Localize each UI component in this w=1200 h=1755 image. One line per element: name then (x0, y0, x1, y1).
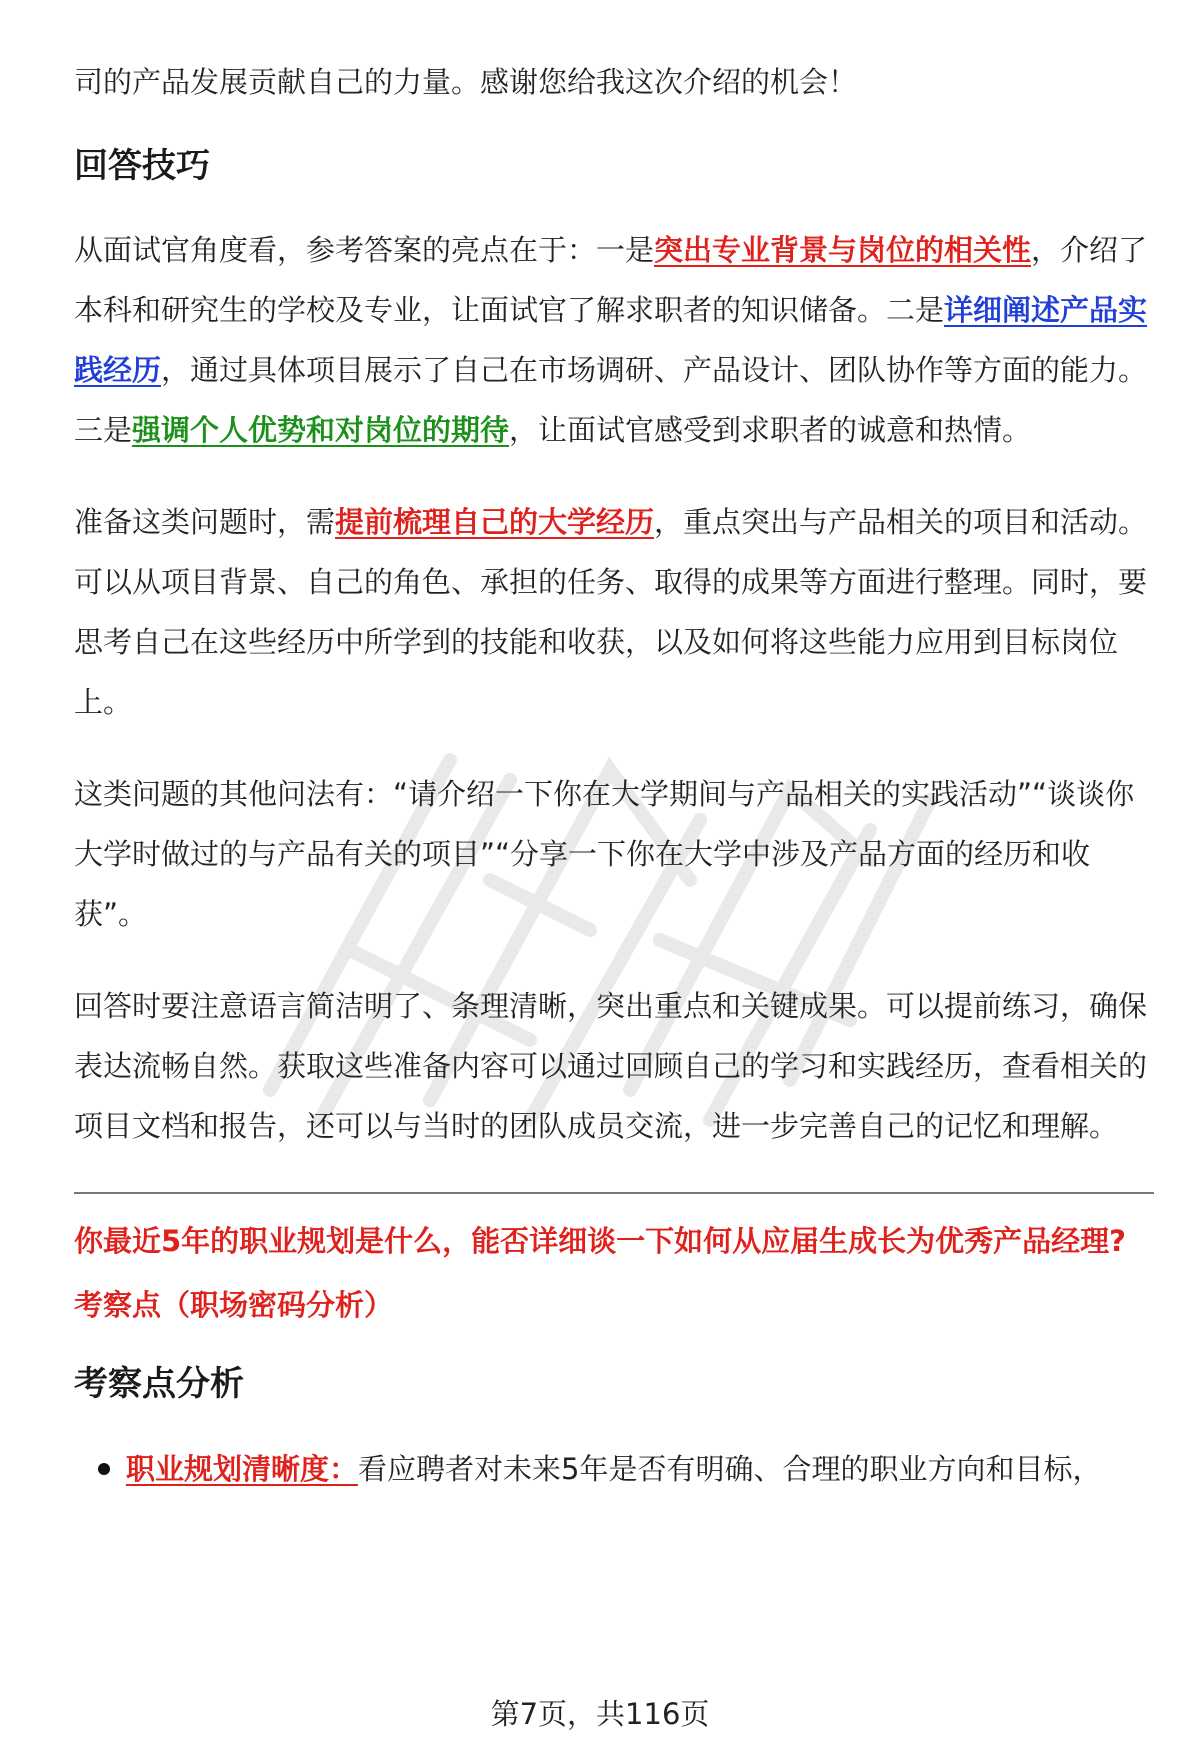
assessment-point-subhead: 考察点（职场密码分析） (74, 1288, 394, 1322)
tips-paragraph-1 (74, 220, 1149, 460)
bullet-item-career-clarity (74, 1448, 1149, 1490)
bullet-text: 看应聘者对未来5年是否有明确、合理的职业方向和目标， (358, 1452, 1102, 1486)
analysis-heading: 考察点分析 (74, 1364, 244, 1404)
highlight-product-practice: 详细阐述产品实践经历 (74, 293, 1148, 387)
answer-tips-heading: 回答技巧 (74, 146, 210, 186)
bullet-dot-icon (98, 1463, 110, 1475)
tips-paragraph-4: 回答时要注意语言简洁明了、条理清晰，突出重点和关键成果。可以提前练习，确保表达流畅自然。获取这些准备内容可以通过回顾自己的学习和实践经历，查看相关的项目文档和报告，还可以与当时的团队成员交流，进一步完善自己的记忆和理解。 (74, 989, 1148, 1143)
highlight-university-experience: 提前梳理自己的大学经历 (335, 505, 655, 539)
highlight-professional-background: 突出专业背景与岗位的相关性 (654, 233, 1032, 267)
intro-tail-paragraph: 司的产品发展贡献自己的力量。感谢您给我这次介绍的机会！ (74, 65, 858, 99)
tips-paragraph-2 (74, 492, 1149, 732)
question-title: 你最近5年的职业规划是什么，能否详细谈一下如何从应届生成长为优秀产品经理? (74, 1224, 1127, 1258)
prep-text-2: ，重点突出与产品相关的项目和活动。可以从项目背景、自己的角色、承担的任务、取得的成果等方面进行整理。同时，要思考自己在这些经历中所学到的技能和收获，以及如何将这些能力应用到目标岗位上。 (74, 505, 1148, 719)
tips-text-2: ，介绍了本科和研究生的学校及专业，让面试官了解求职者的知识储备。二是 (74, 233, 1148, 327)
tips-text-4: ，让面试官感受到求职者的诚意和热情。 (509, 413, 1032, 447)
tips-text-3: ，通过具体项目展示了自己在市场调研、产品设计、团队协作等方面的能力。三是 (74, 353, 1148, 447)
highlight-personal-strengths: 强调个人优势和对岗位的期待 (132, 413, 510, 447)
page-footer: 第7页，共116页 (490, 1697, 710, 1731)
section-divider (74, 1192, 1154, 1194)
bullet-label: 职业规划清晰度： (126, 1452, 359, 1486)
prep-text-1: 准备这类问题时，需 (74, 505, 336, 539)
tips-paragraph-3: 这类问题的其他问法有：“请介绍一下你在大学期间与产品相关的实践活动”“谈谈你大学时做过的与产品有关的项目”“分享一下你在大学中涉及产品方面的经历和收获”。 (74, 777, 1135, 931)
document-body (74, 52, 1149, 1490)
tips-text-1: 从面试官角度看，参考答案的亮点在于：一是 (74, 233, 655, 267)
